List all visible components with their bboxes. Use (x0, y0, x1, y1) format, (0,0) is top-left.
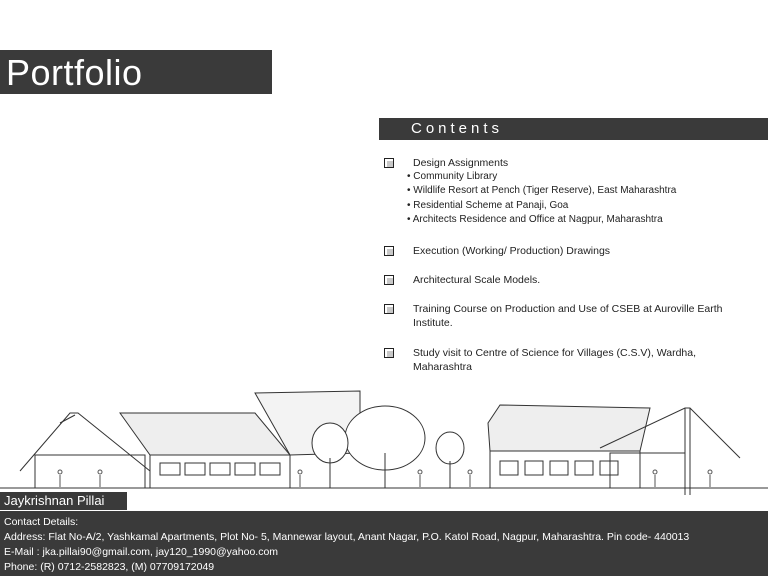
subitem-residential-scheme: • Residential Scheme at Panaji, Goa (407, 200, 569, 211)
contents-banner (379, 118, 768, 140)
item-label-line2: Institute. (413, 317, 453, 329)
item-label-line1: Training Course on Production and Use of CSEB at Auroville Earth (413, 303, 723, 315)
subitem-community-library: • Community Library (407, 171, 498, 182)
checkbox-icon (384, 348, 394, 358)
checkbox-icon (384, 246, 394, 256)
checkbox-icon (384, 158, 394, 168)
item-label: Execution (Working/ Production) Drawings (413, 245, 611, 257)
item-label: Design Assignments (413, 157, 509, 169)
contact-heading: Contact Details: (4, 516, 79, 528)
title-banner (0, 50, 272, 94)
contact-phone: Phone: (R) 0712-2582823, (M) 07709172049 (4, 561, 215, 573)
contents-heading: Contents (411, 120, 504, 137)
subitem-architects-residence: • Architects Residence and Office at Nagpur, Maharashtra (407, 214, 663, 225)
author-name-banner (0, 492, 127, 510)
contact-email: E-Mail : jka.pillai90@gmail.com, jay120_1990@yahoo.com (4, 546, 279, 558)
author-name: Jaykrishnan Pillai (4, 493, 105, 508)
item-label-line2: Maharashtra (413, 361, 472, 373)
item-label: Architectural Scale Models. (413, 274, 541, 286)
item-label-line1: Study visit to Centre of Science for Villages (C.S.V), Wardha, (413, 347, 697, 359)
checkbox-icon (384, 304, 394, 314)
contact-footer (0, 511, 768, 576)
contact-address: Address: Flat No-A/2, Yashkamal Apartments, Plot No- 5, Mannewar layout, Anant Nagar, P.O. Katol Road, Nagpur, Maharashtra. Pin code- 440013 (4, 531, 690, 543)
subitem-wildlife-resort: • Wildlife Resort at Pench (Tiger Reserve), East Maharashtra (407, 185, 677, 196)
architectural-section-drawing (0, 383, 768, 510)
page-title: Portfolio (6, 52, 143, 93)
checkbox-icon (384, 275, 394, 285)
